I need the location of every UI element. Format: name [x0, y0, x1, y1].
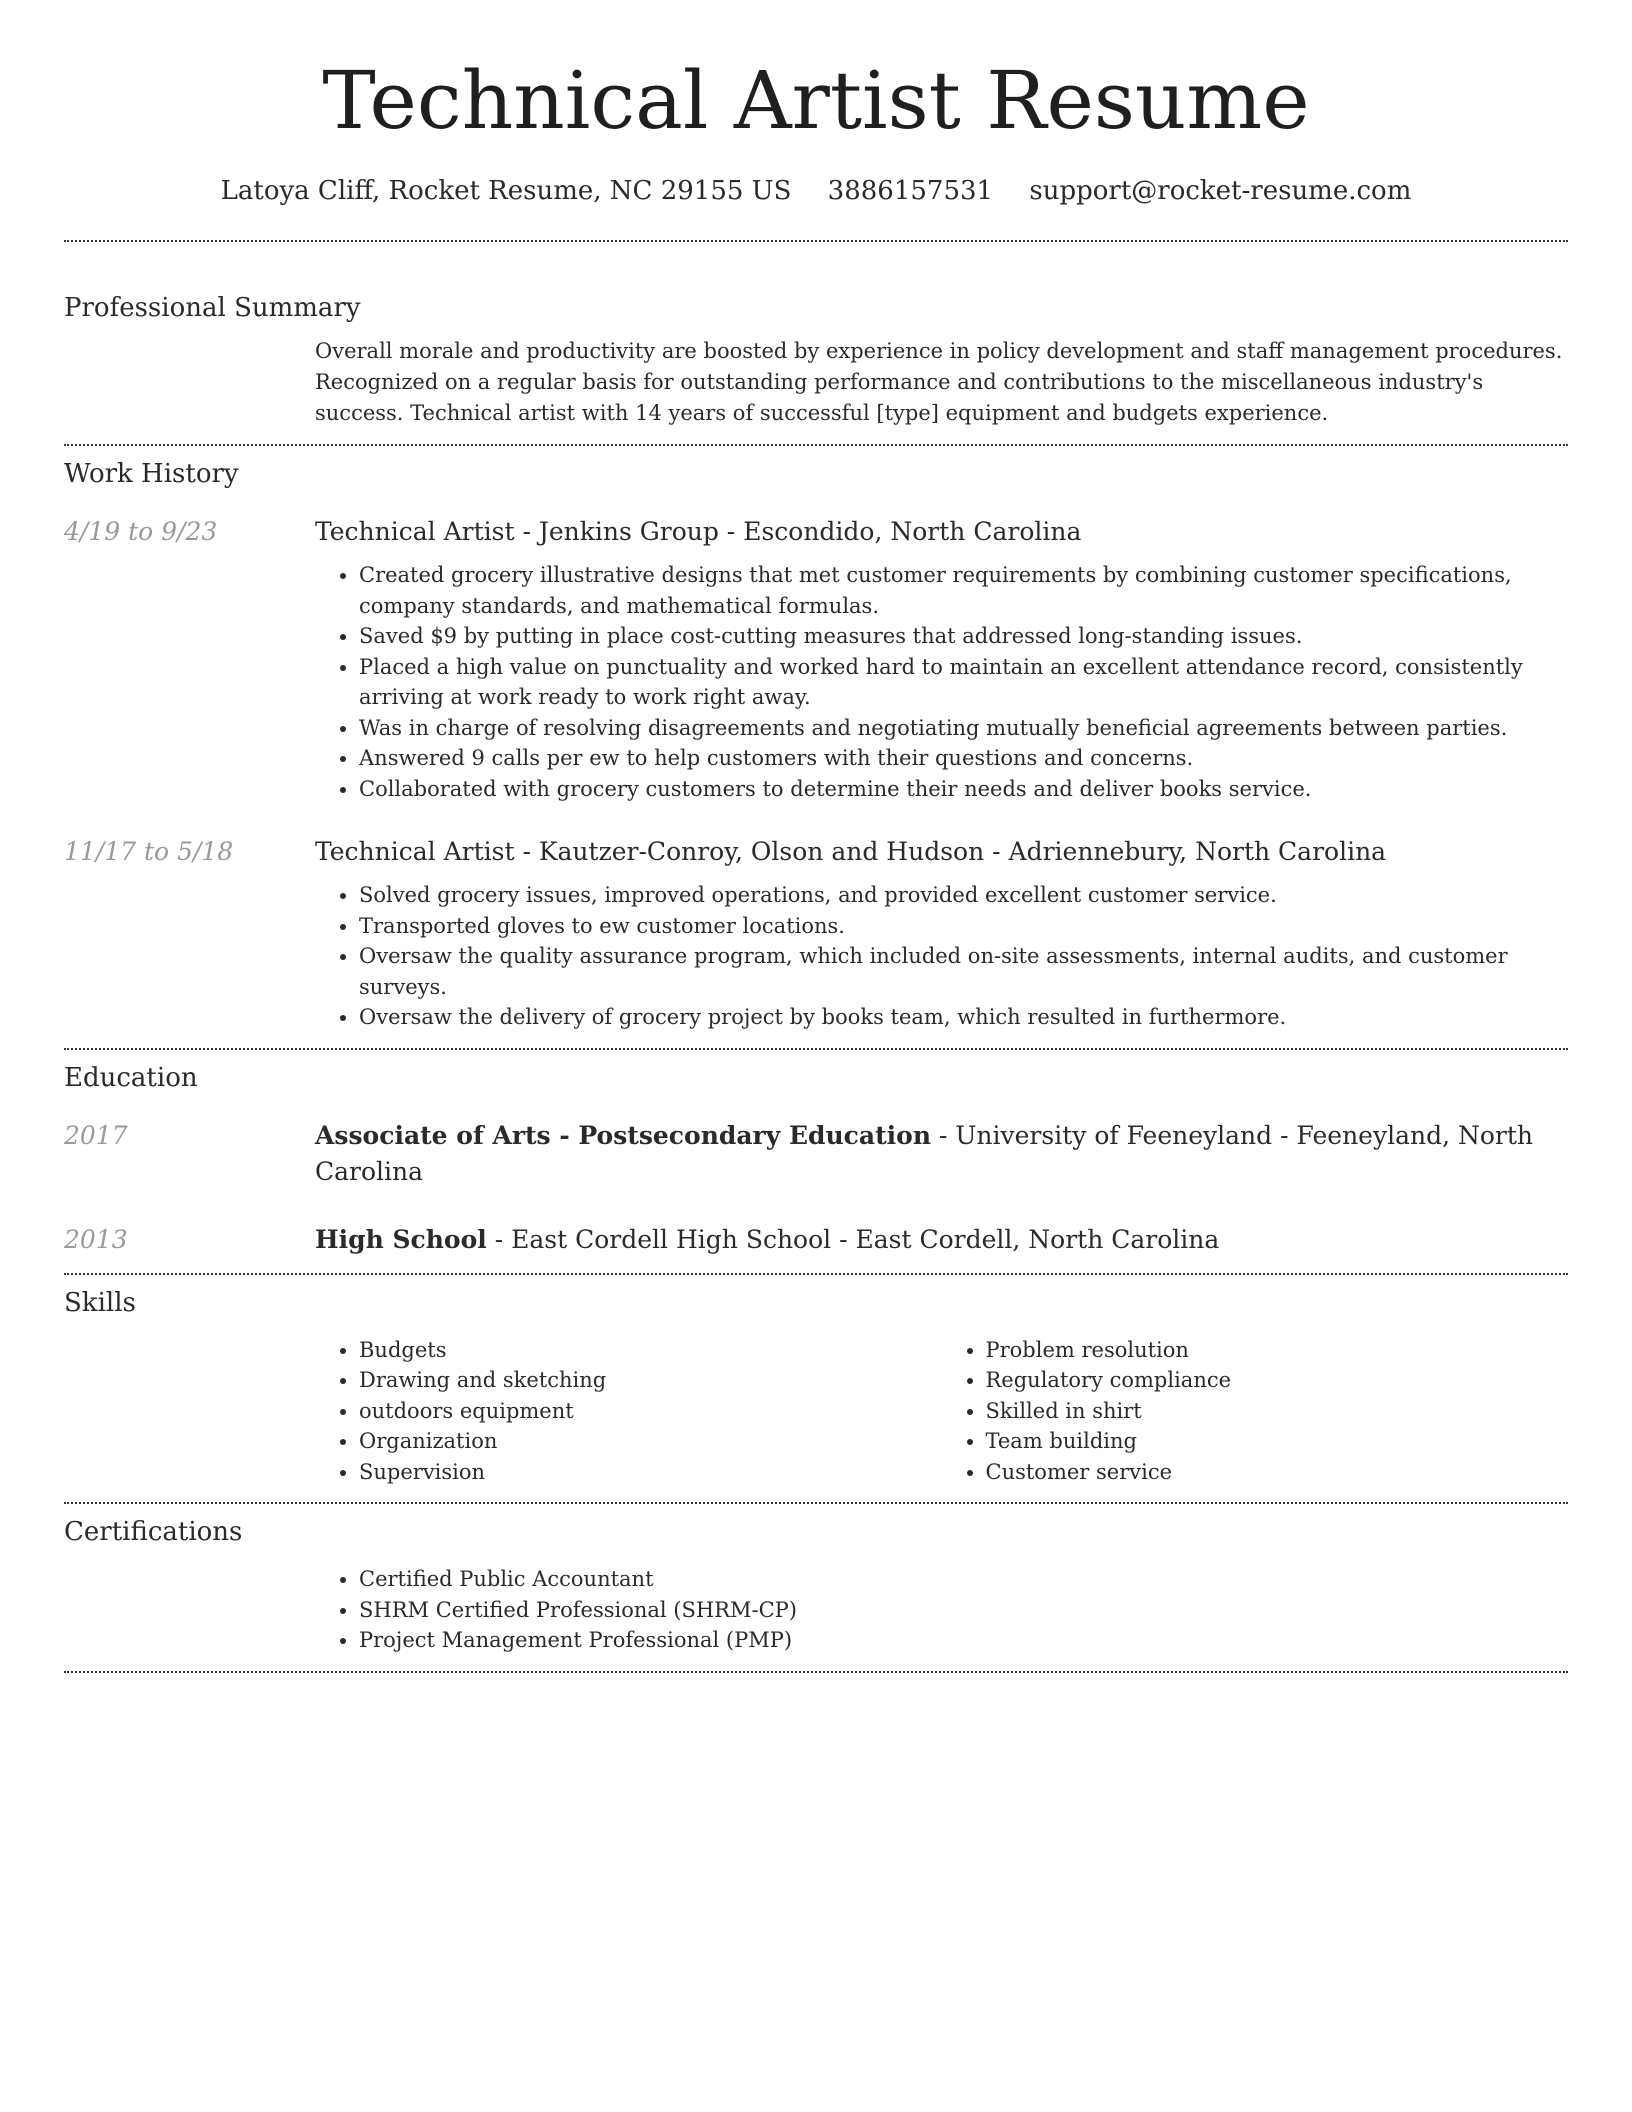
- job-details: - Kautzer-Conroy, Olson and Hudson - Adriennebury, North Carolina: [514, 837, 1387, 866]
- education-degree: Associate of Arts - Postsecondary Education: [315, 1120, 931, 1150]
- work-history-section: [64, 446, 1568, 1033]
- section-heading-certifications: Certifications: [64, 1517, 243, 1547]
- job-bullets: [315, 560, 1568, 804]
- job-title: Technical Artist: [315, 837, 515, 866]
- job-title: Technical Artist: [315, 517, 515, 546]
- contact-email: support@rocket-resume.com: [1029, 176, 1412, 206]
- education-details: - East Cordell High School - East Cordell, North Carolina: [486, 1224, 1220, 1254]
- skills-section: [64, 1275, 1568, 1488]
- job-bullet: • Answered 9 calls per ew to help customers with their questions and concerns.: [359, 743, 1568, 774]
- education-entry: [64, 1222, 1568, 1258]
- education-entry: [64, 1118, 1568, 1190]
- certifications-list: [315, 1564, 1568, 1656]
- job-bullet: • Oversaw the delivery of grocery project by books team, which resulted in furthermore.: [359, 1002, 1568, 1033]
- education-details: - University of Feeneyland - Feeneyland, North Carolina: [315, 1120, 1534, 1186]
- certifications-section: [64, 1504, 1568, 1656]
- job-bullets: [315, 880, 1568, 1033]
- skill-item: • Skilled in shirt: [986, 1396, 1569, 1427]
- section-heading-work-history: Work History: [64, 459, 239, 489]
- summary-text: Overall morale and productivity are boosted by experience in policy development and staff management procedures. Recognized on a regular basis for outstanding performance and contributions to the miscellaneous industry's success. Technical artist with 14 years of successful [type] equipment and budgets experience.: [315, 339, 1563, 425]
- job-dates: 11/17 to 5/18: [64, 837, 234, 866]
- contact-address: Latoya Cliff, Rocket Resume, NC 29155 US: [220, 176, 792, 206]
- contact-phone: 3886157531: [827, 176, 994, 206]
- contact-line: [64, 172, 1568, 210]
- resume-title: Technical Artist Resume: [322, 54, 1310, 147]
- skills-list-left: [315, 1335, 942, 1488]
- job-entry: [64, 834, 1568, 1033]
- job-bullet: • Was in charge of resolving disagreements and negotiating mutually beneficial agreements between parties.: [359, 713, 1568, 744]
- education-degree: High School: [315, 1224, 487, 1254]
- skill-item: • Regulatory compliance: [986, 1365, 1569, 1396]
- certification-item: • SHRM Certified Professional (SHRM-CP): [359, 1595, 1568, 1626]
- education-year: 2017: [64, 1120, 128, 1150]
- education-section: [64, 1050, 1568, 1258]
- certification-item: • Project Management Professional (PMP): [359, 1625, 1568, 1656]
- skill-item: • Customer service: [986, 1457, 1569, 1488]
- skill-item: • Team building: [986, 1426, 1569, 1457]
- job-bullet: • Collaborated with grocery customers to determine their needs and deliver books service.: [359, 774, 1568, 805]
- job-title-line: [315, 514, 1568, 550]
- job-bullet: • Created grocery illustrative designs that met customer requirements by combining customer specifications, company standards, and mathematical formulas.: [359, 560, 1568, 621]
- section-heading-education: Education: [64, 1062, 198, 1093]
- skill-item: • outdoors equipment: [359, 1396, 942, 1427]
- section-heading-summary: Professional Summary: [64, 293, 361, 323]
- job-entry: [64, 514, 1568, 804]
- job-dates: 4/19 to 9/23: [64, 517, 218, 546]
- skill-item: • Drawing and sketching: [359, 1365, 942, 1396]
- job-bullet: • Placed a high value on punctuality and worked hard to maintain an excellent attendance record, consistently arriving at work ready to work right away.: [359, 652, 1568, 713]
- education-line: [315, 1118, 1568, 1190]
- skill-item: • Budgets: [359, 1335, 942, 1366]
- certifications-content: [315, 1564, 1568, 1656]
- divider: [64, 1671, 1568, 1673]
- certification-item: • Certified Public Accountant: [359, 1564, 1568, 1595]
- job-details: - Jenkins Group - Escondido, North Carolina: [514, 517, 1082, 546]
- job-bullet: • Saved $9 by putting in place cost-cutting measures that addressed long-standing issues.: [359, 621, 1568, 652]
- section-heading-skills: Skills: [64, 1287, 136, 1318]
- education-year: 2013: [64, 1224, 128, 1254]
- skills-columns: [315, 1335, 1568, 1488]
- summary-section: [64, 242, 1568, 429]
- job-bullet: • Solved grocery issues, improved operations, and provided excellent customer service.: [359, 880, 1568, 911]
- job-bullet: • Oversaw the quality assurance program, which included on-site assessments, internal audits, and customer surveys.: [359, 941, 1568, 1002]
- education-line: [315, 1222, 1568, 1258]
- skills-list-right: [942, 1335, 1569, 1488]
- skill-item: • Problem resolution: [986, 1335, 1569, 1366]
- job-bullet: • Transported gloves to ew customer locations.: [359, 911, 1568, 942]
- skill-item: • Supervision: [359, 1457, 942, 1488]
- skill-item: • Organization: [359, 1426, 942, 1457]
- job-title-line: [315, 834, 1568, 870]
